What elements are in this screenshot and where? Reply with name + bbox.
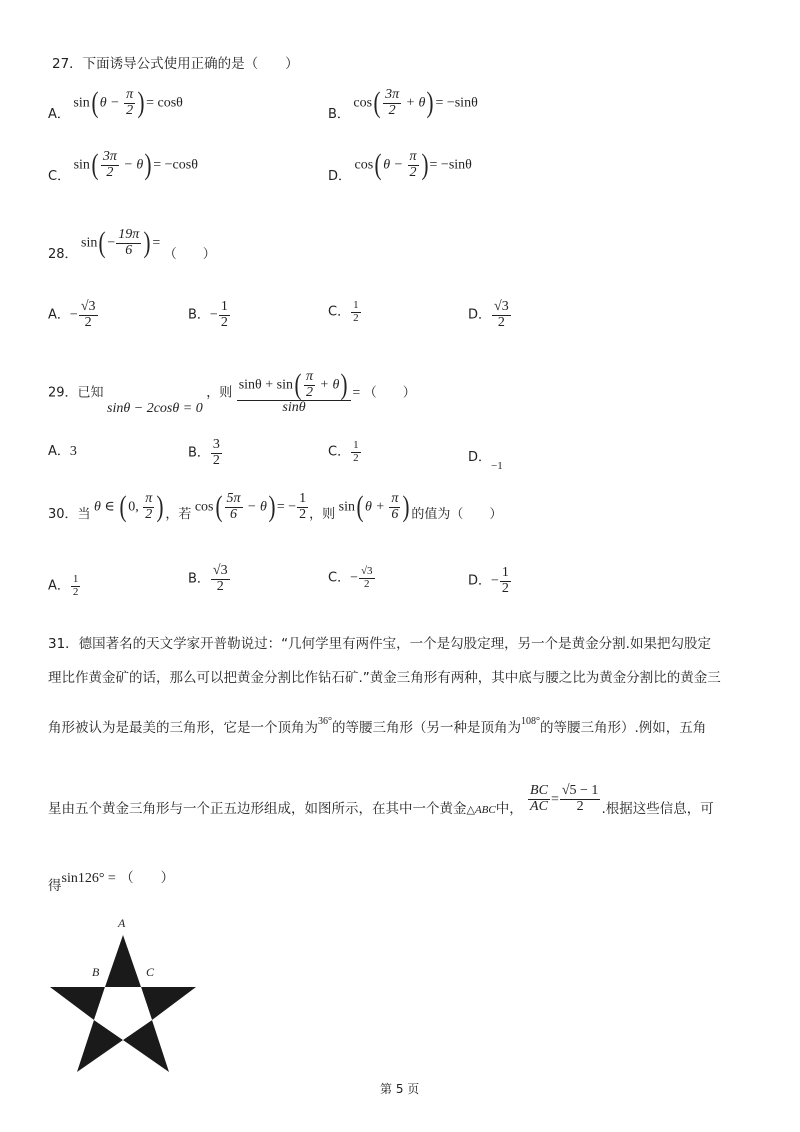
q30-a-label: A． (48, 578, 70, 594)
q29-option-c[interactable] (328, 440, 362, 464)
q31-line3-c: 的等腰三角形）.例如，五角 (540, 720, 707, 736)
q30-b-den: 2 (216, 578, 224, 594)
q29-fraction: sinθ + sin( $\frac{\pi}{2}$ + θ) sinθ (237, 370, 352, 416)
q31-angle1: 36° (318, 716, 332, 727)
q29-frac-den: sinθ (282, 400, 306, 416)
q27-b-num: 3π (385, 87, 400, 102)
q27-c-label: C． (48, 169, 71, 185)
q29-a-label: A． (48, 444, 70, 459)
q27-b-fn: cos (353, 95, 373, 111)
q30-cond2-num: 5π (226, 491, 241, 506)
q30-target-left: θ + (365, 499, 389, 515)
q30-cond2-eq: = − (276, 499, 297, 515)
q27-option-b[interactable]: B． cos( $\frac{3\pi}{2}$ + θ) = −sinθ (328, 86, 478, 123)
q28-c-num: 1 (353, 299, 359, 311)
vertex-label-b: B (92, 965, 100, 979)
vertex-label-a: A (118, 916, 126, 930)
q27-a-fn: sin (73, 95, 90, 111)
q30-d-label: D． (468, 573, 492, 589)
q31-line5 (48, 866, 175, 894)
q30-option-b[interactable] (188, 564, 231, 594)
q27-a-label: A． (48, 107, 70, 123)
q29-inner-den: 2 (306, 384, 313, 400)
q31-ratio-num: BC (530, 783, 548, 798)
q31-ratio-den: AC (530, 798, 548, 814)
q27-a-den: 2 (126, 102, 134, 118)
q30-cond1-left: θ ∈ (94, 499, 119, 515)
q31-line5-blank: （ ） (120, 870, 175, 886)
q28-fn: sin (81, 235, 98, 251)
q31-line1: 31．德国著名的天文学家开普勒说过：“几何学里有两件宝，一个是勾股定理，另一个是黄金分割.如果把勾股定 (48, 636, 711, 652)
q27-b-rhs: = −sinθ (435, 95, 478, 111)
q30-target-den: 6 (391, 506, 399, 522)
q28-stem: 28． sin( − $\frac{19\pi}{6}$ ) = （ ） (48, 226, 216, 263)
page-number: 第 5 页 (380, 1082, 420, 1096)
q28-b-label: B． (188, 307, 210, 323)
vertex-label-c: C (146, 965, 155, 979)
q30-b-label: B． (188, 571, 210, 587)
q29-blank: （ ） (363, 385, 416, 401)
q30-d-sign: − (491, 573, 499, 589)
q27-d-num: π (409, 149, 417, 164)
q28-sign: − (107, 235, 116, 251)
q30-cond1-den: 2 (145, 506, 153, 522)
q28-a-den: 2 (84, 314, 92, 330)
q30-cond2-fn: cos (194, 499, 214, 515)
q29-num-a: sinθ + sin (238, 377, 293, 393)
q31-line4-c: .根据这些信息，可 (601, 801, 714, 818)
q27-d-label: D． (328, 169, 352, 185)
q29-stem (48, 370, 416, 416)
q27-b-den: 2 (388, 102, 396, 118)
q28-b-sign: − (209, 307, 218, 323)
q28-c-den: 2 (353, 311, 359, 324)
q31-ratio-rnum: √5 − 1 (561, 783, 599, 798)
q30-cond2-den: 6 (230, 506, 237, 522)
q30-c-sign: − (350, 570, 358, 586)
q27-c-num: 3π (102, 149, 117, 164)
q28-d-den: 2 (497, 314, 505, 330)
q27-d-arg-left: θ − (383, 157, 407, 173)
q29-d-label: D． (468, 450, 492, 465)
q30-cond2-rnum: 1 (299, 491, 307, 506)
q27-c-rhs: = −cosθ (153, 157, 198, 173)
q30-option-c[interactable] (328, 566, 376, 590)
q30-prefix: 30．当 (48, 507, 91, 523)
q31-line5-expr: sin126° = (61, 871, 116, 886)
q29-c-label: C． (328, 444, 351, 460)
q30-cond2-rden: 2 (299, 506, 307, 522)
q28-a-label: A． (48, 307, 70, 323)
q28-a-sign: − (69, 307, 78, 323)
q30-cond1-a: 0, (128, 499, 143, 515)
q27-c-arg-right: − θ (119, 157, 144, 173)
q31-line5-a: 得 (48, 878, 62, 894)
q29-option-b[interactable] (188, 438, 223, 468)
q31-line4-b: 中， (495, 801, 523, 818)
q27-a-num: π (126, 87, 134, 102)
q29-a-value: 3 (69, 444, 77, 459)
q28-eq: = (152, 235, 161, 251)
q27-option-d[interactable]: D． cos( θ − $\frac{\pi}{2}$ ) = −sinθ (328, 148, 472, 185)
q27-b-label: B． (328, 107, 350, 123)
q28-option-b[interactable] (188, 300, 231, 330)
q28-a-num: √3 (80, 299, 96, 314)
q30-target-num: π (391, 491, 399, 506)
q31-line4-a: 星由五个黄金三角形与一个正五边形组成，如图所示，在其中一个黄金 (48, 801, 467, 818)
q29-eq: = (352, 385, 361, 401)
q27-c-fn: sin (73, 157, 90, 173)
q27-option-c[interactable]: C． sin( $\frac{3\pi}{2}$ − θ) = −cosθ (48, 148, 198, 185)
q28-option-d[interactable] (468, 300, 512, 330)
q29-option-d[interactable] (468, 446, 503, 472)
q31-angle2: 108° (521, 716, 540, 727)
q27-c-den: 2 (106, 164, 114, 180)
q31-line4 (48, 783, 714, 818)
q30-target-fn: sin (338, 499, 355, 515)
q30-suffix: 的值为（ ） (411, 507, 503, 523)
q30-b-num: √3 (212, 563, 228, 578)
q28-den: 6 (125, 242, 133, 258)
q30-a-den: 2 (72, 585, 79, 598)
q30-ze: ，则 (309, 507, 336, 523)
q29-inner-num: π (306, 369, 314, 384)
q27-stem: 27．下面诱导公式使用正确的是（ ） (52, 56, 299, 72)
q28-number: 28． (48, 247, 78, 263)
q28-b-num: 1 (220, 299, 228, 314)
q27-d-fn: cos (354, 157, 374, 173)
q31-line3-a: 角形被认为是最美的三角形，它是一个顶角为 (48, 720, 318, 736)
q31-line2: 理比作黄金矿的话，那么可以把黄金分割比作钻石矿.”黄金三角形有两种，其中底与腰之比为黄金分割比的黄金三 (48, 670, 721, 686)
q30-cond2-right: − θ (243, 499, 267, 515)
q30-cond1-num: π (145, 491, 153, 506)
q27-a-arg-left: θ − (99, 95, 124, 111)
q28-d-num: √3 (494, 299, 509, 314)
q27-option-a[interactable]: A． sin( θ − $\frac{\pi}{2}$ ) = cosθ (48, 86, 183, 123)
q29-mid: ，则 (206, 385, 233, 401)
q27-d-rhs: = −sinθ (429, 157, 472, 173)
q28-b-den: 2 (220, 314, 228, 330)
q30-d-num: 1 (501, 565, 509, 580)
q28-blank: （ ） (163, 247, 216, 263)
q30-c-num: √3 (360, 565, 373, 577)
q28-num: 19π (118, 227, 140, 242)
q29-condition: sinθ − 2cosθ = 0 (107, 401, 203, 417)
q30-c-label: C． (328, 570, 351, 586)
q31-line3 (48, 716, 706, 736)
q27-d-den: 2 (409, 164, 417, 180)
pentagram-figure (40, 910, 220, 1080)
q29-inner-right: + θ (316, 377, 340, 393)
q30-d-den: 2 (501, 580, 509, 596)
q29-b-den: 2 (212, 452, 220, 468)
q30-c-den: 2 (364, 577, 370, 590)
q30-ruo: ，若 (165, 507, 192, 523)
q30-stem: 30．当 θ ∈ ( 0, $\frac{\pi}{2}$ ) ，若 cos( $\frac{5\pi}{6}$ − θ) = − $\frac{1}{2}$ ，则 sin( θ + $\frac{\pi}{6}$ ) 的值为（ ） (48, 490, 503, 524)
q29-option-a[interactable] (48, 440, 77, 460)
q28-d-label: D． (468, 307, 492, 323)
q30-option-d[interactable] (468, 566, 512, 596)
q31-triangle: △ABC (466, 804, 496, 817)
q29-b-num: 3 (212, 437, 220, 452)
q30-option-a[interactable] (48, 574, 81, 598)
q30-a-num: 1 (72, 573, 79, 585)
q28-option-a[interactable] (48, 300, 99, 330)
q29-d-value: −1 (491, 460, 503, 472)
q28-c-label: C． (328, 304, 351, 320)
q29-c-num: 1 (353, 439, 359, 451)
q31-line3-b: 的等腰三角形（另一种是顶角为 (332, 720, 521, 736)
q31-ratio-eq: = (550, 792, 559, 808)
q29-c-den: 2 (353, 451, 359, 464)
q29-b-label: B． (188, 445, 210, 461)
q29-prefix: 29．已知 (48, 385, 104, 401)
q27-a-rhs: = cosθ (146, 95, 183, 111)
q27-b-arg-right: + θ (402, 95, 426, 111)
q31-ratio-rden: 2 (576, 798, 584, 814)
q28-option-c[interactable] (328, 300, 362, 324)
